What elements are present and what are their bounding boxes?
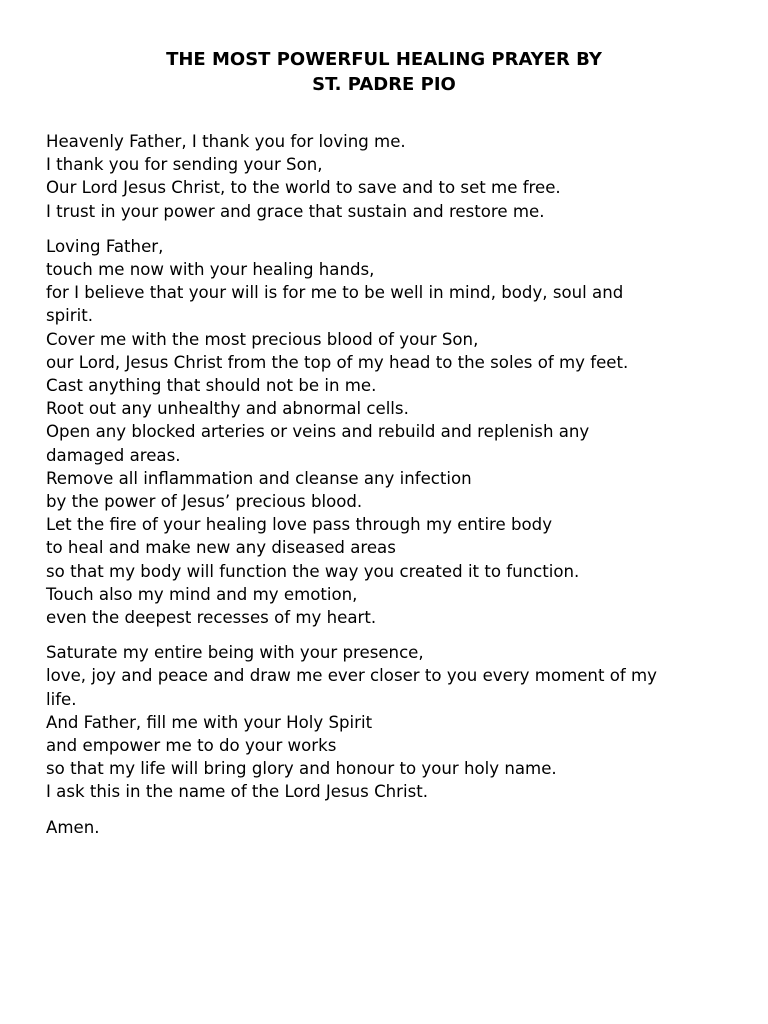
prayer-line: I ask this in the name of the Lord Jesus Christ. (46, 782, 429, 802)
prayer-line: Remove all inflammation and cleanse any infection (46, 468, 472, 488)
prayer-line: life. (46, 689, 77, 709)
prayer-line: love, joy and peace and draw me ever closer to you every moment of my (46, 666, 657, 686)
prayer-line: for I believe that your will is for me to be well in mind, body, soul and (46, 283, 624, 303)
prayer-line: I trust in your power and grace that sustain and restore me. (46, 201, 545, 221)
prayer-line: Cover me with the most precious blood of your Son, (46, 329, 479, 349)
prayer-line: Our Lord Jesus Christ, to the world to save and to set me free. (46, 178, 561, 198)
prayer-line: And Father, fill me with your Holy Spirit (46, 712, 373, 732)
stanza-3 (46, 641, 736, 803)
prayer-line: to heal and make new any diseased areas (46, 538, 396, 558)
prayer-body (46, 130, 736, 851)
prayer-line: Touch also my mind and my emotion, (46, 584, 358, 604)
stanza-1 (46, 130, 736, 223)
title-line-2: ST. PADRE PIO (312, 74, 456, 95)
title-line-1: THE MOST POWERFUL HEALING PRAYER BY (166, 49, 602, 70)
prayer-line: spirit. (46, 306, 94, 326)
document-title (0, 47, 768, 97)
prayer-line: Let the fire of your healing love pass through my entire body (46, 515, 553, 535)
prayer-line: Cast anything that should not be in me. (46, 376, 377, 396)
prayer-line: Loving Father, (46, 236, 164, 256)
stanza-4 (46, 816, 736, 839)
prayer-line-amen: Amen. (46, 817, 100, 837)
prayer-line: I thank you for sending your Son, (46, 155, 323, 175)
prayer-line: so that my body will function the way you created it to function. (46, 561, 580, 581)
prayer-line: our Lord, Jesus Christ from the top of my head to the soles of my feet. (46, 352, 629, 372)
prayer-line: Heavenly Father, I thank you for loving me. (46, 132, 406, 151)
prayer-line: so that my life will bring glory and honour to your holy name. (46, 759, 557, 779)
prayer-line: touch me now with your healing hands, (46, 260, 375, 280)
prayer-line: and empower me to do your works (46, 736, 337, 756)
stanza-2 (46, 235, 736, 629)
prayer-line: even the deepest recesses of my heart. (46, 608, 377, 628)
prayer-line: Root out any unhealthy and abnormal cells. (46, 399, 409, 419)
prayer-line: Open any blocked arteries or veins and rebuild and replenish any (46, 422, 590, 442)
prayer-line: Saturate my entire being with your presence, (46, 643, 424, 663)
prayer-line: by the power of Jesus’ precious blood. (46, 492, 363, 512)
prayer-line: damaged areas. (46, 445, 181, 465)
